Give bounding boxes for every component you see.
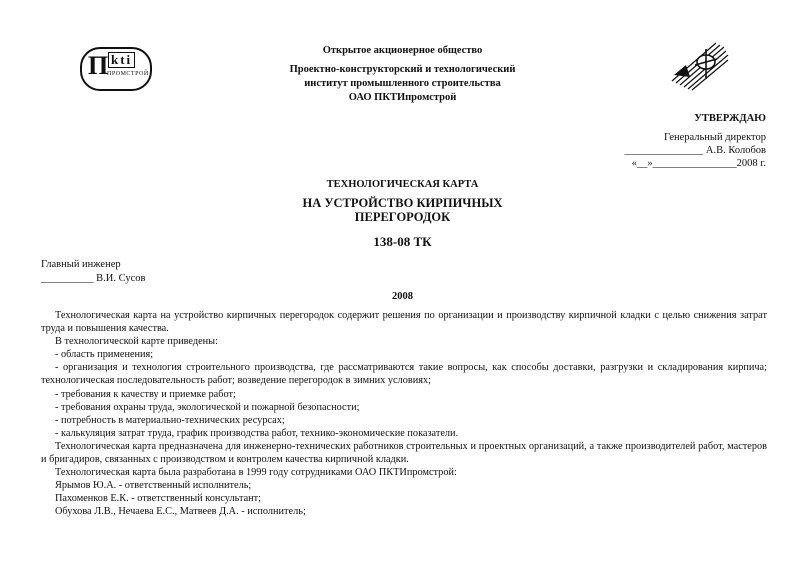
doc-number: 138-08 ТК [373, 234, 432, 249]
org-line-4: ОАО ПКТИпромстрой [348, 92, 457, 103]
doc-title-line-2: ПЕРЕГОРОДОК [354, 210, 451, 224]
director-signature: _______________ А.В. Колобов [624, 145, 766, 156]
doc-title-line-1: НА УСТРОЙСТВО КИРПИЧНЫХ [302, 196, 503, 210]
chief-engineer-signature: __________ В.И. Сусов [41, 273, 146, 284]
logo-letters-kti: kti [108, 52, 135, 68]
list-item: - требования охраны труда, экологической и пожарной безопасности; [55, 401, 360, 413]
emblem-icon [664, 35, 734, 95]
approval-date: «__»________________2008 г. [631, 158, 766, 169]
org-line-2: Проектно-конструкторский и технологический [289, 64, 516, 75]
contents-intro: В технологической карте приведены: [55, 336, 218, 348]
pkti-logo [80, 47, 152, 91]
org-line-1: Открытое акционерное общество [322, 45, 483, 56]
org-line-3: институт промышленного строительства [304, 78, 501, 89]
logo-subtitle: ПРОМСТРОЙ [107, 71, 149, 77]
list-item: - калькуляция затрат труда, график производства работ, технико-экономические показатели. [55, 427, 459, 439]
chief-engineer-position: Главный инженер [41, 259, 121, 270]
list-item: - область применения; [55, 349, 154, 361]
authors-intro: Технологическая карта была разработана в 1999 году сотрудниками ОАО ПКТИпромстрой: [55, 467, 457, 479]
purpose-paragraph: Технологическая карта предназначена для инженерно-технических работников строительных и проектных организаций, а также производителей работ, мастеров и бригадиров, связанных с производством и контролем качества кирпичной кладки. [41, 440, 767, 466]
list-item: - требования к качеству и приемке работ; [55, 388, 236, 400]
logo-letter-p: П [88, 51, 109, 80]
intro-paragraph: Технологическая карта на устройство кирпичных перегородок содержит решения по организации и производству кирпичной кладки с целью снижения затрат труда и повышения качества. [41, 310, 767, 335]
list-item: - потребность в материально-технических ресурсах; [55, 414, 285, 426]
doc-year: 2008 [392, 291, 413, 302]
list-item: - организация и технология строительного производства, где рассматриваются такие вопросы, как способы доставки, разгрузки и складирования кирпича; технологическая последовательность работ; возведение перегородок в зимних условиях; [41, 362, 767, 387]
director-position: Генеральный директор [664, 132, 766, 143]
doc-type: ТЕХНОЛОГИЧЕСКАЯ КАРТА [326, 179, 479, 190]
document-body [41, 309, 767, 519]
author-line: Пахоменков Е.К. - ответственный консультант; [55, 493, 262, 505]
approve-heading: УТВЕРЖДАЮ [694, 113, 766, 124]
author-line: Обухова Л.В., Нечаева Е.С., Матвеев Д.А. - исполнитель; [55, 506, 306, 518]
author-line: Ярымов Ю.А. - ответственный исполнитель; [55, 480, 252, 492]
